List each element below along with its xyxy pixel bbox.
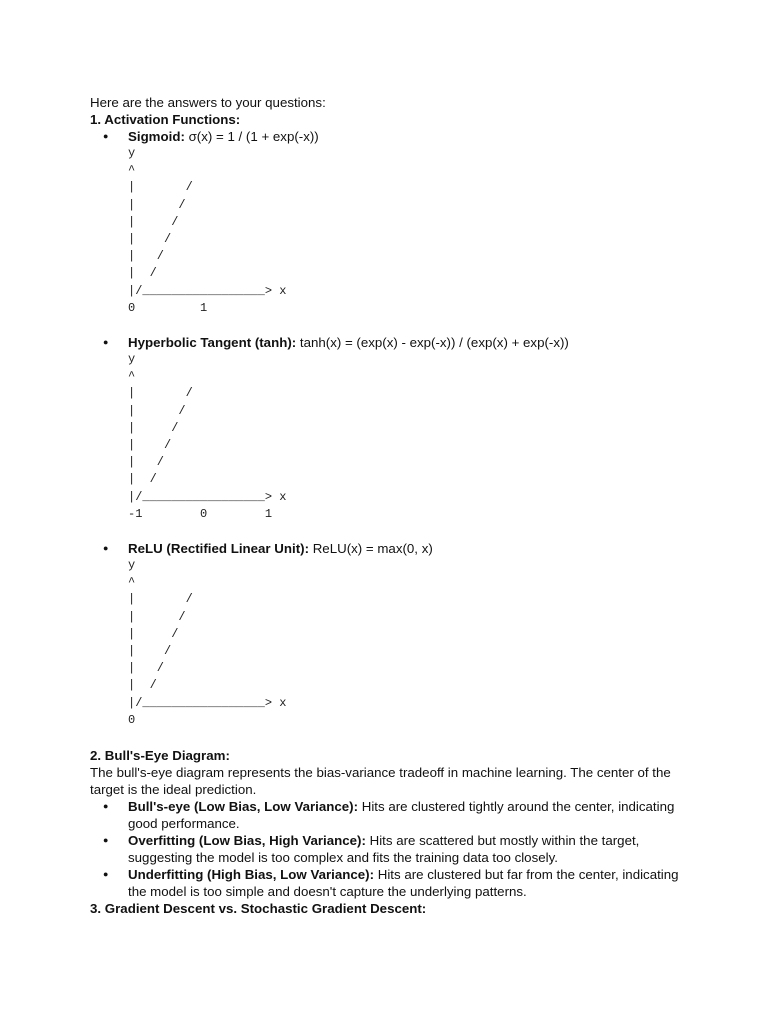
list-item-underfitting — [90, 866, 690, 900]
bias-variance-list — [90, 798, 690, 900]
list-item-overfitting — [90, 832, 690, 866]
list-item-bullseye — [90, 798, 690, 832]
overfitting-label: Overfitting (Low Bias, High Variance): — [128, 833, 366, 849]
section1-heading: 1. Activation Functions: — [90, 112, 241, 127]
sigmoid-formula: σ(x) = 1 / (1 + exp(-x)) — [188, 129, 319, 144]
activation-functions-list-2 — [90, 334, 690, 351]
overfitting-text: Hits are scattered but mostly within the target, suggesting the model is too complex and fits the training data too closely. — [128, 833, 640, 866]
relu-label: ReLU (Rectified Linear Unit): — [128, 541, 309, 557]
underfitting-label: Underfitting (High Bias, Low Variance): — [128, 867, 375, 883]
spacer — [90, 523, 690, 540]
relu-ascii-plot: y ^ | / | / | / | / | / | / |/_________________> x 0 — [128, 558, 287, 727]
sigmoid-label: Sigmoid: — [128, 129, 185, 144]
activation-functions-list-3 — [90, 540, 690, 557]
bullseye-label: Bull's-eye (Low Bias, Low Variance): — [128, 799, 359, 815]
activation-functions-list — [90, 128, 690, 145]
list-item-tanh — [90, 334, 690, 351]
underfitting-text: Hits are clustered but far from the center, indicating the model is too simple and doesn't capture the underlying patterns. — [128, 867, 679, 900]
section2-description: The bull's-eye diagram represents the bias-variance tradeoff in machine learning. The center of the target is the ideal prediction. — [90, 765, 671, 798]
section2-heading: 2. Bull's-Eye Diagram: — [90, 748, 230, 764]
tanh-label: Hyperbolic Tangent (tanh): — [128, 335, 297, 351]
intro-text: Here are the answers to your questions: — [90, 95, 326, 110]
tanh-formula: tanh(x) = (exp(x) - exp(-x)) / (exp(x) + exp(-x)) — [299, 335, 569, 351]
spacer — [90, 729, 690, 747]
section3-heading: 3. Gradient Descent vs. Stochastic Gradient Descent: — [90, 901, 427, 917]
tanh-ascii-plot: y ^ | / | / | / | / | / | / |/_________________> x -1 0 1 — [128, 352, 287, 521]
relu-formula: ReLU(x) = max(0, x) — [312, 541, 433, 557]
spacer — [90, 317, 690, 334]
sigmoid-ascii-plot: y ^ | / | / | / | / | / | / |/_________________> x 0 1 — [128, 146, 287, 315]
bullseye-text: Hits are clustered tightly around the center, indicating good performance. — [128, 799, 675, 832]
document-page — [90, 94, 690, 917]
list-item-sigmoid — [90, 128, 690, 145]
list-item-relu — [90, 540, 690, 557]
